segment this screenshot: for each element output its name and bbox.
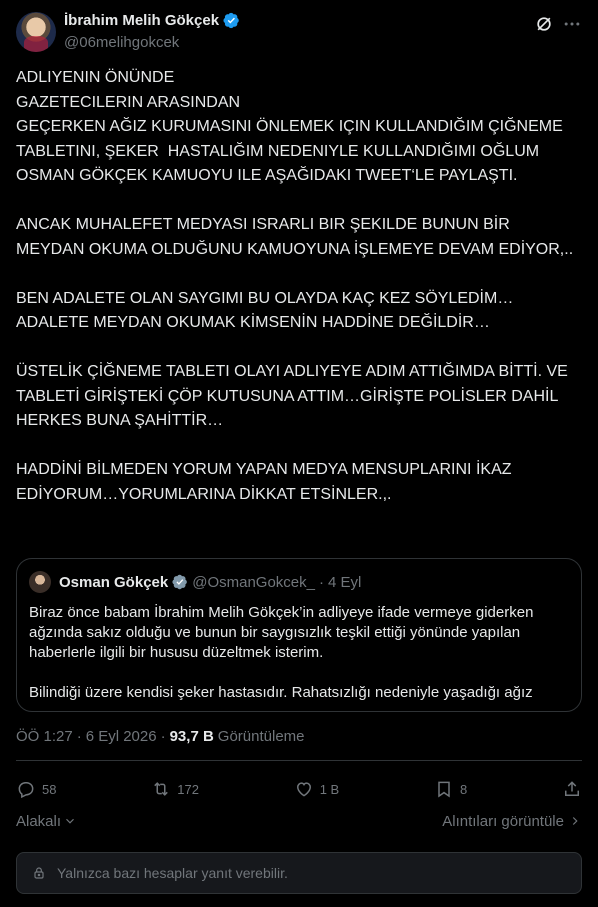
quoted-verified-badge-icon <box>172 574 188 590</box>
divider <box>16 760 582 761</box>
bookmark-icon <box>434 779 454 799</box>
reply-count: 58 <box>42 781 57 797</box>
view-quotes-link[interactable] <box>442 813 582 830</box>
related-label: Alakalı <box>16 812 62 830</box>
author-avatar[interactable] <box>16 12 56 52</box>
views-label: Görüntüleme <box>217 728 305 745</box>
quoted-tweet-header <box>29 571 569 593</box>
more-options-icon[interactable] <box>562 14 582 34</box>
view-quotes-label: Alıntıları görüntüle <box>442 812 564 830</box>
like-count: 1 B <box>319 781 340 797</box>
verified-badge-icon <box>223 12 240 29</box>
tweet-header <box>16 12 582 56</box>
author-name-row <box>64 12 240 29</box>
reply-restriction-text: Yalnızca bazı hesaplar yanıt verebilir. <box>57 865 288 881</box>
grok-icon[interactable] <box>534 14 554 34</box>
action-bar <box>16 776 582 802</box>
quoted-author-name: Osman Gökçek <box>59 573 169 591</box>
views-count: 93,7 B <box>169 728 214 745</box>
quoted-author-handle: @OsmanGokcek_ <box>192 573 315 591</box>
heart-icon <box>294 779 314 799</box>
reply-icon <box>16 779 36 799</box>
repost-count: 172 <box>177 781 199 797</box>
tweet-time[interactable]: ÖÖ 1:27 <box>16 728 73 745</box>
chevron-down-icon <box>63 814 77 828</box>
related-row <box>16 810 582 832</box>
share-icon <box>562 779 582 799</box>
quoted-author-avatar <box>29 571 51 593</box>
author-name[interactable]: İbrahim Melih Gökçek <box>64 12 220 29</box>
tweet-text: ADLIYENIN ÖNÜNDE GAZETECILERIN ARASINDAN GEÇERKEN AĞIZ KURUMASINI ÖNLEMEK IÇIN KULLANDIĞIM ÇIĞNEME TABLETINI, ŞEKER HASTALIĞIM NEDENIYLE KULLANDIĞIMI OĞLUM OSMAN GÖKÇEK KAMUOYU ILE AŞAĞIDAKI TWEET‘LE PAYLAŞTI. ANCAK MUHALEFET MEDYASI ISRARLI BIR ŞEKILDE BUNUN BİR MEYDAN OKUMA OLDUĞUNU KAMUOYUNA İŞLEMEYE DEVAM EDİYOR,.. BEN ADALETE OLAN SAYGIMI BU OLAYDA KAÇ KEZ SÖYLEDİM… ADALETE MEYDAN OKUMAK KİMSENİN HADDİNE DEĞİLDİR… ÜSTELİK ÇİĞNEME TABLETI OLAYI ADLIYEYE ADIM ATTIĞIMDA BİTTİ. VE TABLETİ GİRİŞTEKİ ÇÖP KUTUSUNA ATTIM…GİRİŞTE POLİSLER DAHİL HERKES BUNA ŞAHİTTİR… HADDİNİ BİLMEDEN YORUM YAPAN MEDYA MENSUPLARINI İKAZ EDİYORUM…YORUMLARINA DİKKAT ETSİNLER.,. <box>16 69 574 503</box>
bookmark-button[interactable] <box>434 779 467 799</box>
share-button[interactable] <box>562 779 582 799</box>
reply-button[interactable] <box>16 779 56 799</box>
meta-separator: · <box>160 728 166 745</box>
quoted-date: 4 Eyl <box>328 573 362 591</box>
quoted-separator: · <box>319 573 324 591</box>
tweet-date[interactable]: 6 Eyl 2026 <box>85 728 157 745</box>
repost-button[interactable] <box>151 779 199 799</box>
like-button[interactable] <box>294 779 340 799</box>
quoted-tweet[interactable] <box>16 558 582 712</box>
meta-separator: · <box>76 728 82 745</box>
lock-icon <box>31 865 47 881</box>
repost-icon <box>151 779 171 799</box>
related-dropdown[interactable] <box>16 813 77 830</box>
chevron-right-icon <box>568 814 582 828</box>
reply-restriction-notice <box>16 852 582 894</box>
bookmark-count: 8 <box>459 781 468 797</box>
tweet-meta <box>16 728 305 745</box>
quoted-tweet-text: Biraz önce babam İbrahim Melih Gökçek’in adliyeye ifade vermeye giderken ağzında sakız olduğu ve bunun bir saygısızlık teşkil ettiği yönünde yapılan haberlerle ilgili bir hususu düzeltmek isterim. Bilindiği üzere kendisi şeker hastasıdır. Rahatsızlığı nedeniyle yaşadığı ağız <box>29 604 534 701</box>
author-handle[interactable]: @06melihgokcek <box>64 34 180 51</box>
